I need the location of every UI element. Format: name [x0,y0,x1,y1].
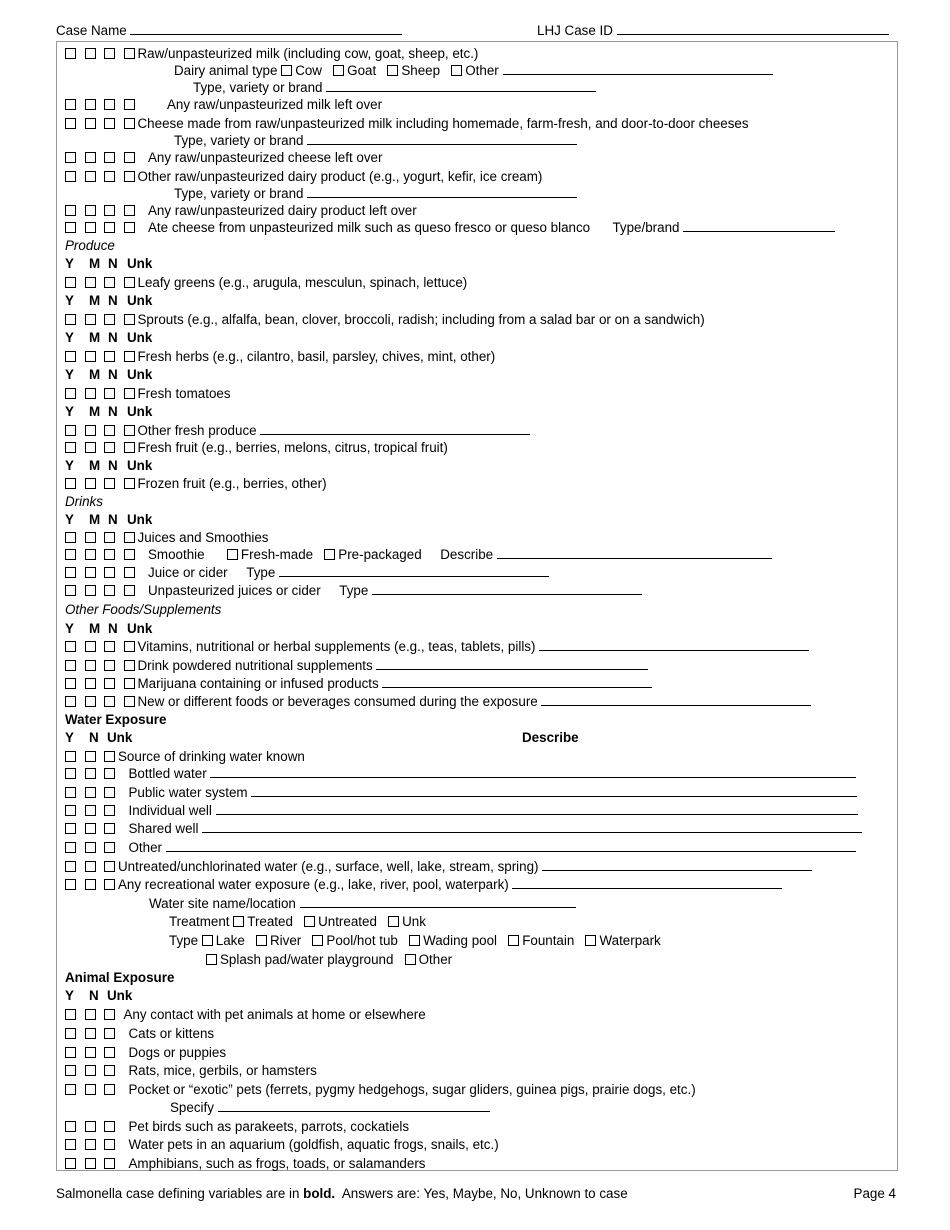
untreated-water-row: Untreated/unchlorinated water (e.g., surface, well, lake, stream, spring) [65,858,812,875]
checkbox-n[interactable] [85,1121,96,1132]
ymnu-header: Y M N Unk [65,458,153,473]
water-type-row: Type Lake River Pool/hot tub Wading pool Fountain Waterpark [169,933,661,948]
other-dairy-type-row: Type, variety or brand [174,185,577,202]
checkbox-unk[interactable] [124,641,135,652]
cheese-type-input[interactable] [307,132,577,145]
vitamins-input[interactable] [539,638,809,651]
checkbox-unk[interactable] [124,152,135,163]
new-foods-row: New or different foods or beverages consumed during the exposure [65,693,811,710]
checkbox-m[interactable] [85,48,96,59]
individual-well-input[interactable] [216,802,858,815]
birds-row: Pet birds such as parakeets, parrots, cockatiels [65,1118,409,1135]
other-checkbox[interactable] [451,65,462,76]
checkbox-m[interactable] [85,660,96,671]
checkbox-y[interactable] [65,1009,76,1020]
checkbox-n[interactable] [104,205,115,216]
waterpark-checkbox[interactable] [585,935,596,946]
checkbox-unk[interactable] [104,805,115,816]
checkbox-y[interactable] [65,805,76,816]
checkbox-y[interactable] [65,99,76,110]
checkbox-unk[interactable] [124,99,135,110]
dairy-left-over-row: Any raw/unpasteurized dairy product left over [65,202,417,219]
checkbox-unk[interactable] [104,1047,115,1058]
checkbox-y[interactable] [65,118,76,129]
checkbox-y[interactable] [65,768,76,779]
cats-row: Cats or kittens [65,1025,214,1042]
checkbox-n[interactable] [85,842,96,853]
other-foods-title: Other Foods/Supplements [65,602,222,617]
recreational-water-input[interactable] [512,876,782,889]
checkbox-n[interactable] [104,118,115,129]
dairy-animal-type-row: Dairy animal type Cow Goat Sheep Other [174,62,773,79]
bottled-input[interactable] [210,765,856,778]
lhj-case-id-input[interactable] [617,22,889,35]
checkbox-n[interactable] [85,805,96,816]
checkbox-y[interactable] [65,1139,76,1150]
checkbox-y[interactable] [65,842,76,853]
checkbox-unk[interactable] [124,585,135,596]
checkbox-unk[interactable] [124,351,135,362]
checkbox-unk[interactable] [104,1028,115,1039]
individual-well-row: Individual well [65,802,858,819]
checkbox-unk[interactable] [124,277,135,288]
juice-type-input[interactable] [279,564,549,577]
exotic-row: Pocket or “exotic” pets (ferrets, pygmy hedgehogs, sugar gliders, guinea pigs, prairie dogs, etc.) [65,1081,696,1098]
river-checkbox[interactable] [256,935,267,946]
cheese-type-row: Type, variety or brand [174,132,577,149]
treatment-row: Treatment Treated Untreated Unk [169,914,426,929]
checkbox-unk[interactable] [104,1065,115,1076]
checkbox-y[interactable] [65,222,76,233]
water-source-row: Source of drinking water known [65,748,305,765]
pool-checkbox[interactable] [312,935,323,946]
powdered-input[interactable] [376,657,648,670]
checkbox-unk[interactable] [104,1084,115,1095]
case-name-input[interactable] [130,22,402,35]
other-dairy-row: Other raw/unpasteurized dairy product (e.g., yogurt, kefir, ice cream) [65,168,542,185]
checkbox-unk[interactable] [124,388,135,399]
checkbox-y[interactable] [65,478,76,489]
marijuana-row: Marijuana containing or infused products [65,675,652,692]
checkbox-m[interactable] [85,696,96,707]
checkbox-m[interactable] [85,532,96,543]
ymnu-header: Y M N Unk [65,512,153,527]
smoothie-row: Smoothie Fresh-made Pre-packaged Describe [65,546,772,563]
page-number: Page 4 [853,1186,896,1201]
sheep-checkbox[interactable] [387,65,398,76]
checkbox-unk[interactable] [104,1158,115,1169]
goat-checkbox[interactable] [333,65,344,76]
unpasteurized-type-input[interactable] [372,582,642,595]
splash-row: Splash pad/water playground Other [206,951,452,968]
checkbox-y[interactable] [65,152,76,163]
shared-well-input[interactable] [202,820,862,833]
checkbox-y[interactable] [65,660,76,671]
checkbox-m[interactable] [85,351,96,362]
marijuana-input[interactable] [382,675,652,688]
specify-row: Specify [170,1099,490,1116]
checkbox-y[interactable] [65,1158,76,1169]
wading-pool-checkbox[interactable] [409,935,420,946]
checkbox-unk[interactable] [124,442,135,453]
other-dairy-type-input[interactable] [307,185,577,198]
checkbox-y[interactable] [65,585,76,596]
checkbox-m[interactable] [85,277,96,288]
checkbox-y[interactable] [65,678,76,689]
checkbox-y[interactable] [65,549,76,560]
pre-packaged-checkbox[interactable] [324,549,335,560]
checkbox-m[interactable] [85,388,96,399]
checkbox-m[interactable] [85,641,96,652]
checkbox-n[interactable] [104,567,115,578]
checkbox-n[interactable] [104,314,115,325]
other-produce-input[interactable] [260,422,530,435]
bottled-row: Bottled water [65,765,856,782]
water-title: Water Exposure [65,712,167,727]
checkbox-y[interactable] [65,277,76,288]
checkbox-m[interactable] [85,222,96,233]
other-animal-input[interactable] [503,62,773,75]
checkbox-n[interactable] [104,351,115,362]
checkbox-y[interactable] [65,861,76,872]
leafy-greens-row: Leafy greens (e.g., arugula, mesculun, spinach, lettuce) [65,274,467,291]
fountain-checkbox[interactable] [508,935,519,946]
specify-input[interactable] [218,1099,490,1112]
untreated-water-input[interactable] [542,858,812,871]
other-produce-row: Other fresh produce [65,422,530,439]
checkbox-y[interactable] [65,388,76,399]
checkbox-y[interactable] [65,879,76,890]
treated-checkbox[interactable] [233,916,244,927]
milk-type-row: Type, variety or brand [193,79,596,96]
checkbox-n[interactable] [85,787,96,798]
checkbox-n[interactable] [104,532,115,543]
checkbox-unk[interactable] [104,787,115,798]
animal-title: Animal Exposure [65,970,175,985]
checkbox-m[interactable] [85,205,96,216]
checkbox-m[interactable] [85,171,96,182]
checkbox-n[interactable] [85,1009,96,1020]
checkbox-m[interactable] [85,678,96,689]
checkbox-m[interactable] [85,314,96,325]
checkbox-unk[interactable] [104,1121,115,1132]
ymnu-header: Y M N Unk [65,404,153,419]
checkbox-unk[interactable] [124,532,135,543]
checkbox-n[interactable] [85,879,96,890]
checkbox-m[interactable] [85,567,96,578]
smoothie-describe-input[interactable] [497,546,772,559]
ymnu-header: Y M N Unk [65,256,153,271]
cow-checkbox[interactable] [281,65,292,76]
checkbox-unk[interactable] [104,1009,115,1020]
ynu-header: Y N Unk Describe [65,730,579,745]
juice-cider-row: Juice or cider Type [65,564,549,581]
checkbox-n[interactable] [85,768,96,779]
lake-checkbox[interactable] [202,935,213,946]
other-water-row: Other [65,839,856,856]
new-foods-input[interactable] [541,693,811,706]
checkbox-unk[interactable] [124,567,135,578]
checkbox-y[interactable] [65,787,76,798]
unpasteurized-juice-row: Unpasteurized juices or cider Type [65,582,642,599]
checkbox-n[interactable] [104,99,115,110]
checkbox-n[interactable] [104,388,115,399]
checkbox-y[interactable] [65,1028,76,1039]
checkbox-unk[interactable] [104,751,115,762]
checkbox-unk[interactable] [104,823,115,834]
aquarium-row: Water pets in an aquarium (goldfish, aquatic frogs, snails, etc.) [65,1136,499,1153]
recreational-water-row: Any recreational water exposure (e.g., lake, river, pool, waterpark) [65,876,782,893]
footer-note: Salmonella case defining variables are in bold. Answers are: Yes, Maybe, No, Unknown to case [56,1186,628,1201]
checkbox-unk[interactable] [124,678,135,689]
checkbox-y[interactable] [65,1121,76,1132]
queso-row: Ate cheese from unpasteurized milk such as queso fresco or queso blanco Type/brand [65,219,835,236]
powdered-row: Drink powdered nutritional supplements [65,657,648,674]
public-water-input[interactable] [251,784,857,797]
checkbox-unk[interactable] [124,314,135,325]
splash-pad-checkbox[interactable] [206,954,217,965]
tomatoes-row: Fresh tomatoes [65,385,231,402]
checkbox-unk[interactable] [124,549,135,560]
checkbox-y[interactable] [65,696,76,707]
milk-left-over-row: Any raw/unpasteurized milk left over [65,96,382,113]
raw-milk-row: Raw/unpasteurized milk (including cow, goat, sheep, etc.) [65,45,478,62]
checkbox-n[interactable] [85,1065,96,1076]
checkbox-m[interactable] [85,425,96,436]
checkbox-unk[interactable] [104,1139,115,1150]
checkbox-unk[interactable] [104,842,115,853]
checkbox-m[interactable] [85,118,96,129]
water-site-input[interactable] [300,895,576,908]
drinks-title: Drinks [65,494,103,509]
checkbox-n[interactable] [104,171,115,182]
juices-row: Juices and Smoothies [65,529,269,546]
checkbox-unk[interactable] [124,660,135,671]
page-footer [56,1186,896,1201]
checkbox-n[interactable] [104,222,115,233]
checkbox-y[interactable] [65,425,76,436]
ymnu-header: Y M N Unk [65,293,153,308]
checkbox-n[interactable] [85,1158,96,1169]
checkbox-n[interactable] [104,425,115,436]
checkbox-y[interactable] [65,1065,76,1076]
queso-brand-input[interactable] [683,219,835,232]
checkbox-y[interactable] [65,1047,76,1058]
checkbox-n[interactable] [104,478,115,489]
checkbox-y[interactable] [65,171,76,182]
ymnu-header: Y M N Unk [65,330,153,345]
ymnu-header: Y M N Unk [65,367,153,382]
checkbox-y[interactable] [65,314,76,325]
checkbox-n[interactable] [104,277,115,288]
checkbox-y[interactable] [65,351,76,362]
checkbox-y[interactable] [65,823,76,834]
milk-type-input[interactable] [326,79,596,92]
checkbox-n[interactable] [85,861,96,872]
rats-row: Rats, mice, gerbils, or hamsters [65,1062,317,1079]
public-water-row: Public water system [65,784,857,801]
checkbox-unk[interactable] [124,425,135,436]
checkbox-y[interactable] [65,1084,76,1095]
untreated-checkbox[interactable] [304,916,315,927]
checkbox-n[interactable] [104,48,115,59]
checkbox-y[interactable] [65,532,76,543]
checkbox-y[interactable] [65,48,76,59]
case-name-field: Case Name [56,22,402,38]
checkbox-unk[interactable] [124,222,135,233]
checkbox-unk[interactable] [124,696,135,707]
checkbox-y[interactable] [65,751,76,762]
vitamins-row: Vitamins, nutritional or herbal supplements (e.g., teas, tablets, pills) [65,638,809,655]
checkbox-m[interactable] [85,442,96,453]
checkbox-m[interactable] [85,99,96,110]
unk-checkbox[interactable] [388,916,399,927]
checkbox-n[interactable] [85,1047,96,1058]
herbs-row: Fresh herbs (e.g., cilantro, basil, parsley, chives, mint, other) [65,348,495,365]
fresh-made-checkbox[interactable] [227,549,238,560]
checkbox-m[interactable] [85,585,96,596]
checkbox-y[interactable] [65,205,76,216]
checkbox-n[interactable] [85,1139,96,1150]
checkbox-n[interactable] [104,442,115,453]
checkbox-y[interactable] [65,641,76,652]
checkbox-unk[interactable] [124,205,135,216]
checkbox-n[interactable] [104,678,115,689]
checkbox-n[interactable] [104,585,115,596]
cheese-left-over-row: Any raw/unpasteurized cheese left over [65,149,382,166]
checkbox-n[interactable] [104,549,115,560]
checkbox-m[interactable] [85,152,96,163]
form-box [56,41,898,1171]
checkbox-m[interactable] [85,549,96,560]
ymnu-header: Y M N Unk [65,621,153,636]
dogs-row: Dogs or puppies [65,1044,226,1061]
water-site-row: Water site name/location [149,895,576,912]
pets-row: Any contact with pet animals at home or elsewhere [65,1006,426,1023]
checkbox-n[interactable] [104,660,115,671]
checkbox-unk[interactable] [104,879,115,890]
produce-title: Produce [65,238,115,253]
checkbox-n[interactable] [104,696,115,707]
checkbox-unk[interactable] [124,48,135,59]
other-water-input[interactable] [166,839,856,852]
checkbox-n[interactable] [85,1028,96,1039]
checkbox-unk[interactable] [124,118,135,129]
amphibians-row: Amphibians, such as frogs, toads, or salamanders [65,1155,425,1172]
shared-well-row: Shared well [65,820,862,837]
checkbox-y[interactable] [65,442,76,453]
checkbox-n[interactable] [85,823,96,834]
checkbox-n[interactable] [85,1084,96,1095]
sprouts-row: Sprouts (e.g., alfalfa, bean, clover, broccoli, radish; including from a salad bar or on a sandwich) [65,311,705,328]
checkbox-unk[interactable] [124,171,135,182]
checkbox-n[interactable] [85,751,96,762]
ynu-header: Y N Unk [65,988,133,1003]
checkbox-unk[interactable] [104,861,115,872]
checkbox-y[interactable] [65,567,76,578]
checkbox-n[interactable] [104,641,115,652]
checkbox-n[interactable] [104,152,115,163]
frozen-fruit-row: Frozen fruit (e.g., berries, other) [65,475,327,492]
checkbox-unk[interactable] [104,768,115,779]
checkbox-m[interactable] [85,478,96,489]
lhj-case-id-field: LHJ Case ID [537,22,889,38]
other-type-checkbox[interactable] [405,954,416,965]
fresh-fruit-row: Fresh fruit (e.g., berries, melons, citrus, tropical fruit) [65,439,448,456]
cheese-row: Cheese made from raw/unpasteurized milk including homemade, farm-fresh, and door-to-door cheeses [65,115,749,132]
checkbox-unk[interactable] [124,478,135,489]
page-header [56,22,896,40]
